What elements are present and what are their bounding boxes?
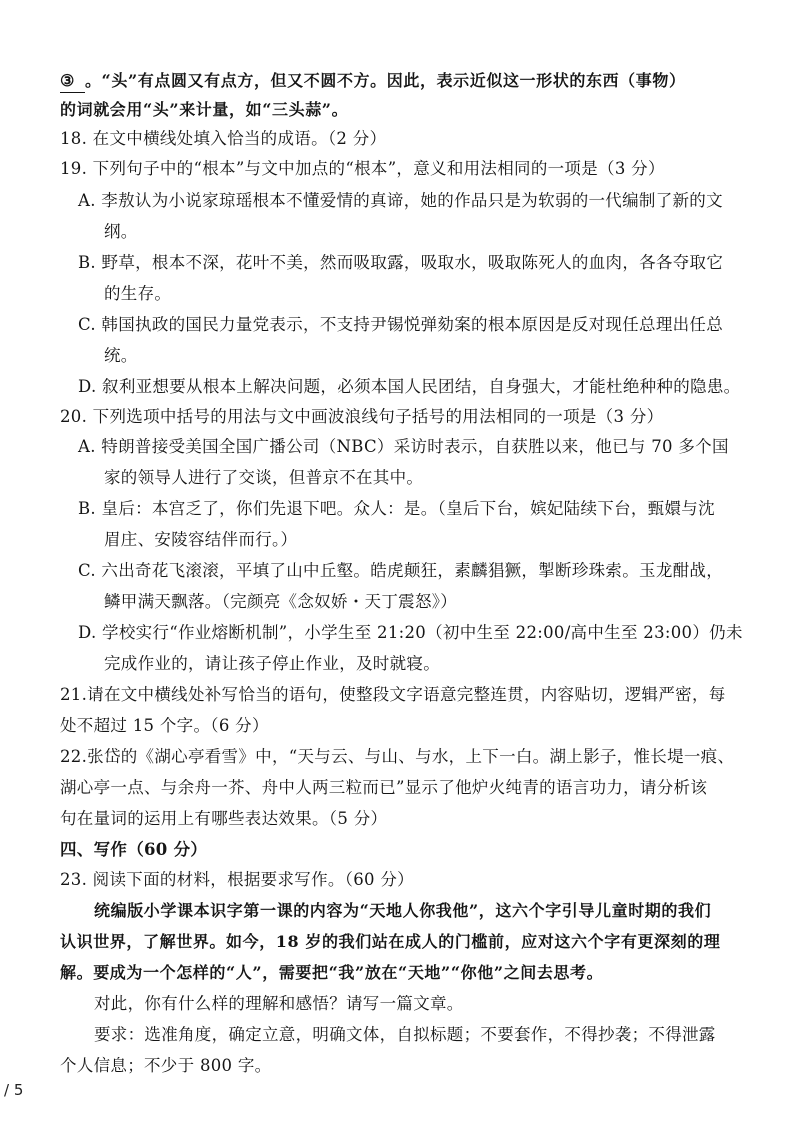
question-23-stem: 23. 阅读下面的材料，根据要求写作。（60 分） [60,870,414,889]
question-19-option-b-line-2: 的生存。 [104,284,172,303]
intro-line-1-text: 。“头”有点圆又有点方，但又不圆不方。因此，表示近似这一形状的东西（事物） [84,71,686,90]
question-23-requirements-line-1: 要求：选准角度，确定立意，明确文体，自拟标题；不要套作，不得抄袭；不得泄露 [94,1025,716,1044]
question-23-prompt: 对此，你有什么样的理解和感悟？请写一篇文章。 [94,994,464,1013]
question-21-line-1: 21.请在文中横线处补写恰当的语句，使整段文字语意完整连贯，内容贴切，逻辑严密，每 [60,685,726,704]
question-23-material-line-1: 统编版小学课本识字第一课的内容为“天地人你我他”，这六个字引导儿童时期的我们 [94,901,712,920]
intro-line-2: 的词就会用“头”来计量，如“三头蒜”。 [60,100,349,119]
intro-line-1 [60,70,686,93]
question-19-option-c-line-2: 统。 [104,346,138,365]
question-23-requirements-line-2: 个人信息；不少于 800 字。 [60,1056,272,1075]
question-20-option-c-line-2: 鳞甲满天飘落。（完颜亮《念奴娇・天丁震怒》） [104,592,458,611]
page-number: / 5 [4,1081,24,1099]
question-20-option-a-line-1: A. 特朗普接受美国全国广播公司（NBC）采访时表示，自获胜以来，他已与 70 多个国 [78,437,729,456]
question-20-option-b-line-1: B. 皇后：本宫乏了，你们先退下吧。众人：是。（皇后下台，嫔妃陆续下台，甄嬛与沈 [78,499,715,518]
question-19-stem: 19. 下列句子中的“根本”与文中加点的“根本”，意义和用法相同的一项是（3 分） [60,159,665,178]
question-20-stem: 20. 下列选项中括号的用法与文中画波浪线句子括号的用法相同的一项是（3 分） [60,407,664,426]
question-20-option-b-line-2: 眉庄、安陵容结伴而行。） [104,530,298,549]
question-19-option-a-line-1: A. 李敖认为小说家琼瑶根本不懂爱情的真谛，她的作品只是为软弱的一代编制了新的文 [78,191,723,210]
question-19-option-b-line-1: B. 野草，根本不深，花叶不美，然而吸取露，吸取水，吸取陈死人的血肉，各各夺取它 [78,253,724,272]
question-20-option-d-line-1: D. 学校实行“作业熔断机制”，小学生至 21:20（初中生至 22:00/高中生至 23:00）仍未 [78,623,743,642]
question-19-option-c-line-1: C. 韩国执政的国民力量党表示，不支持尹锡悦弹劾案的根本原因是反对现任总理出任总 [78,315,724,334]
section-heading-writing: 四、写作（60 分） [60,840,208,859]
question-23-material-line-2: 认识世界，了解世界。如今，18 岁的我们站在成人的门槛前，应对这六个字有更深刻的理 [60,932,721,951]
question-23-material-line-3: 解。要成为一个怎样的“人”，需要把“我”放在“天地”“你他”之间去思考。 [60,963,604,982]
question-22-line-1: 22.张岱的《湖心亭看雪》中，“天与云、与山、与水，上下一白。湖上影子，惟长堤一痕、 [60,747,735,766]
question-18: 18. 在文中横线处填入恰当的成语。（2 分） [60,129,387,148]
question-19-option-d: D. 叙利亚想要从根本上解决问题，必须本国人民团结，自身强大，才能杜绝种种的隐患。 [78,377,741,396]
question-20-option-c-line-1: C. 六出奇花飞滚滚，平填了山中丘壑。皓虎颠狂，素麟猖獗，掣断珍珠索。玉龙酣战， [78,561,724,580]
question-22-line-2: 湖心亭一点、与余舟一芥、舟中人两三粒而已”显示了他炉火纯青的语言功力，请分析该 [60,778,708,797]
question-20-option-a-line-2: 家的领导人进行了交谈，但普京不在其中。 [104,468,424,487]
question-21-line-2: 处不超过 15 个字。（6 分） [60,716,269,735]
blank-marker: ③ [60,70,85,93]
question-20-option-d-line-2: 完成作业的，请让孩子停止作业，及时就寝。 [104,654,440,673]
question-19-option-a-line-2: 纲。 [104,222,138,241]
question-22-line-3: 句在量词的运用上有哪些表达效果。（5 分） [60,809,388,828]
